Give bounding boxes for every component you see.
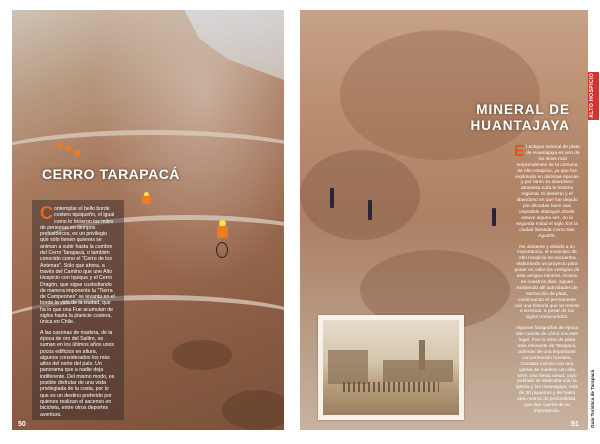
drop-cap: E [514,143,525,160]
building [328,350,368,384]
hiker [330,188,334,208]
page-number: 51 [571,421,579,428]
section-tab-label: ALTO HOSPICIO [589,72,595,118]
canyon-wall [340,30,540,160]
hiker [368,200,372,220]
sky-area [142,10,284,80]
article-paragraph: No obstante y debido a su importancia, el municipio de Alto Hospicio se encuentra elaborando un proyecto para poner en valor los vestigios de este antiguo mineral, incluso en nuestros días, siguen existiendo allí actividades de extracción de plata, continuando el permanente con una historia que se resiste a terminar, a pesar de los siglos transcurridos. [514,244,580,321]
rock-formation [300,150,420,240]
rock [222,390,284,430]
page-number: 50 [18,421,26,428]
historical-photo-frame [318,315,464,420]
guide-label-text: Guía Turística de Tarapacá [590,369,595,428]
article-paragraph: Contemplar el bello borde costero iquiqueño, el igual como lo hicieron los miles de personas en tiempos prehistóricos, es un privilegio que sólo tienen quienes se animan a subir hasta la cumbre del Cerro Tarapacá, o también conocido como el "Cerro de los Antenas". Sólo que ahora, a través del Camino que une Alto Hospicio con Iquique y el Cerro Dragón, que sigue custodiando de manera imponente la "Tierra de Campeones" se levanta en el borde la vida de la ciudad, que ha lo que una Fue acumulan de siglos hasta la planicie costera, única en Chile. [40,203,115,326]
hiker [492,208,496,226]
title-line: HUANTAJAYA [470,118,570,133]
article-column [514,145,580,420]
mountain-road [12,130,284,195]
article-paragraph: El antiguo mineral de plata de Huantajaya es uno de los sitios más sorprendentes de la comuna de Alto Hospicio, ya que fue explotado en distintas épocas y por tanto su abandono atraviesa toda la historia regional. El desierto y el abandono en que fue dejado por décadas hace casi imposible distinguir dónde estuvo alguna vez, en la segunda mitad el siglo XIX la ciudad llamada Cerro San Agustín. [514,143,580,239]
drop-cap: C [40,203,53,223]
crowd [343,382,439,392]
article-paragraph: A las casonas de madera, de la época de oro del Salitre, se suman en los últimos años unos pocos edificios en altura, algunos considerados los más altos del norte del país. Un panorama que a nadie deja indiferente. Del mismo modo, es posible disfrutar de una vista privilegiada de la costa, por lo que es un destino preferido por quienes realizan el ascenso en bicicleta, entre otros deportes aventura. [40,329,115,418]
article-text-panel [32,200,124,420]
page-title [470,102,570,134]
rock [172,340,232,370]
title-line: MINERAL DE [476,102,570,117]
left-page-photo [12,10,284,430]
building [383,360,453,382]
article-paragraph: Algunas fotografías de época dan cuenta de cómo era este lugar. Fue la mina de plata más relevante de Tarapacá, además de una importante concentración humana. Contaba incluso con una iglesia de madera con alta torre, una fiesta anual, cuyo poblado se dedicaba sólo la iglesia y los Huantajaya, más de 30 piquenes y de hasta seis metros de profundidad, que dan cuenta de su importancia. [515,326,579,414]
historical-photo [323,320,459,415]
guide-label [589,369,599,430]
section-tab [588,72,599,120]
page-title: CERRO TARAPACÁ [42,166,180,182]
